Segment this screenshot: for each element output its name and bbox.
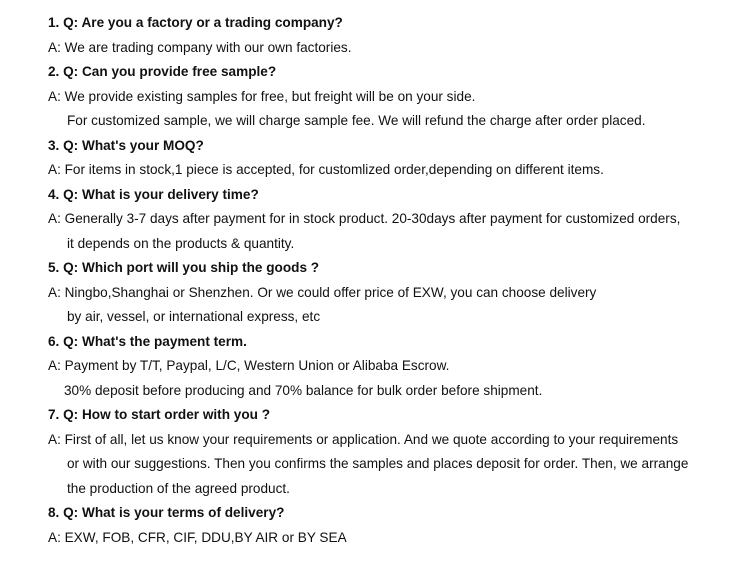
faq-answer-7: A: First of all, let us know your requirements or application. And we quote according to your requirements (48, 431, 679, 447)
faq-question-7: 7. Q: How to start order with you ? (48, 407, 271, 422)
faq-question-3: 3. Q: What's your MOQ? (48, 137, 204, 153)
faq-answer-1: A: We are trading company with our own factories. (48, 39, 352, 55)
faq-question-1: 1. Q: Are you a factory or a trading company? (48, 15, 343, 30)
faq-answer-8: A: EXW, FOB, CFR, CIF, DDU,BY AIR or BY SEA (48, 529, 347, 545)
faq-answer-6-continued: 30% deposit before producing and 70% balance for bulk order before shipment. (64, 382, 543, 398)
faq-list (0, 11, 750, 550)
faq-question-8: 8. Q: What is your terms of delivery? (48, 505, 285, 520)
faq-answer-5: A: Ningbo,Shanghai or Shenzhen. Or we could offer price of EXW, you can choose delivery (48, 284, 597, 300)
faq-answer-6: A: Payment by T/T, Paypal, L/C, Western Union or Alibaba Escrow. (48, 358, 450, 373)
faq-answer-2-continued: For customized sample, we will charge sample fee. We will refund the charge after order placed. (67, 113, 646, 128)
faq-answer-7-continued-2: the production of the agreed product. (67, 480, 290, 496)
faq-question-5: 5. Q: Which port will you ship the goods ? (48, 260, 320, 275)
faq-answer-5-continued: by air, vessel, or international express, etc (67, 309, 321, 324)
faq-answer-2: A: We provide existing samples for free, but freight will be on your side. (48, 88, 476, 104)
faq-question-6: 6. Q: What's the payment term. (48, 333, 247, 349)
faq-answer-7-continued-1: or with our suggestions. Then you confirms the samples and places deposit for order. Then, we arrange (67, 456, 689, 471)
faq-question-4: 4. Q: What is your delivery time? (48, 186, 259, 202)
faq-question-2: 2. Q: Can you provide free sample? (48, 64, 277, 79)
faq-answer-3: A: For items in stock,1 piece is accepted, for customlized order,depending on different items. (48, 162, 604, 177)
faq-answer-4: A: Generally 3-7 days after payment for in stock product. 20-30days after payment for customized orders, (48, 211, 681, 226)
faq-answer-4-continued: it depends on the products & quantity. (67, 235, 295, 251)
